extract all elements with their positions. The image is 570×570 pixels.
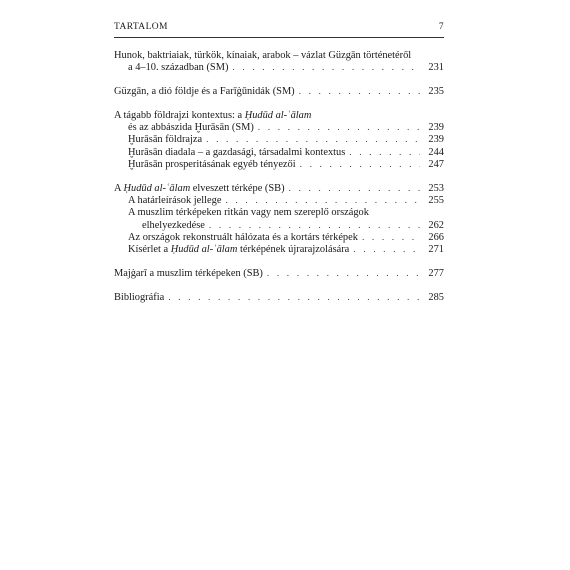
toc-entry-text-cont: és az abbászida Ḫurāsān (SM) (128, 122, 254, 134)
toc-subentry-halozat[interactable] (114, 232, 444, 244)
toc-entry-elveszett-terkep[interactable] (114, 183, 444, 195)
leader-dots (168, 292, 420, 304)
toc-entry-guzgan[interactable] (114, 86, 444, 98)
toc-entry-italic: Ḥudūd al-ʿālam (123, 182, 191, 194)
toc-entry-italic: Ḥudūd al-ʿālam (170, 244, 238, 256)
toc-entry-text: Güzgān, a dió földje és a Farīġūnidák (SM) (114, 86, 295, 98)
toc-entry-text: A tágabb földrajzi kontextus: a (114, 109, 245, 121)
toc-entry-text: A határleírások jellege (128, 195, 222, 207)
toc-entry-text: Kísérlet a (128, 244, 171, 256)
toc-page-number: 285 (428, 291, 444, 303)
toc-page-number: 244 (428, 146, 444, 158)
toc-page-number: 231 (428, 62, 444, 74)
toc-entry-text: Ḫurāsān prosperitásának egyéb tényezői (128, 159, 296, 171)
leader-dots (349, 147, 420, 159)
toc-subentry-foldrajza[interactable] (114, 134, 444, 146)
toc-page-number: 262 (428, 219, 444, 231)
toc-entry-hunok[interactable] (114, 50, 444, 75)
leader-dots (258, 122, 420, 134)
toc-entry-text: A (114, 182, 124, 194)
toc-entry-text: elveszett térképe (SB) (190, 182, 285, 194)
toc-subentry-ujrarajzolas[interactable] (114, 244, 444, 256)
toc-entry-text: Majġarī a muszlim térképeken (SB) (114, 268, 263, 280)
toc-entry-text: Bibliográfia (114, 291, 165, 303)
toc-page-number: 235 (428, 86, 444, 98)
toc-entry-text: térképének újrarajzolására (237, 244, 350, 256)
leader-dots (232, 62, 420, 74)
toc-page-number: 266 (428, 232, 444, 244)
toc-subentry-prosperitas[interactable] (114, 159, 444, 171)
leader-dots (299, 86, 420, 98)
toc-page-number: 277 (428, 268, 444, 280)
header-title: TARTALOM (114, 22, 168, 32)
toc-page-number: 271 (428, 244, 444, 256)
leader-dots (225, 195, 420, 207)
leader-dots (289, 183, 420, 195)
toc-page-number: 253 (428, 182, 444, 194)
leader-dots (300, 159, 420, 171)
header-page-number: 7 (438, 22, 444, 32)
header-rule (114, 37, 444, 38)
toc-entry-text-cont: a 4–10. században (SM) (128, 62, 229, 74)
toc-subentry-orszagok[interactable] (114, 207, 444, 232)
toc-subentry-diadala[interactable] (114, 147, 444, 159)
toc-page (114, 22, 444, 303)
toc-entry-text: Hunok, baktriaiak, türkök, kínaiak, arabok – vázlat Güzgān történetéről (114, 50, 412, 61)
toc-subentry-hatarleirasok[interactable] (114, 195, 444, 207)
table-of-contents (114, 50, 444, 304)
leader-dots (362, 232, 420, 244)
toc-entry-tagabb[interactable] (114, 110, 444, 135)
toc-entry-text: A muszlim térképeken ritkán vagy nem szereplő országok (128, 207, 369, 219)
toc-page-number: 239 (428, 134, 444, 146)
leader-dots (209, 220, 420, 232)
leader-dots (267, 268, 420, 280)
toc-page-number: 255 (428, 195, 444, 207)
running-header (114, 22, 444, 36)
toc-entry-italic: Ḥudūd al-ʿālam (244, 109, 312, 121)
toc-entry-text-cont: elhelyezkedése (142, 219, 205, 231)
leader-dots (206, 134, 420, 146)
toc-page-number: 239 (428, 122, 444, 134)
toc-entry-text: Ḫurāsān földrajza (128, 134, 203, 146)
toc-entry-text: Ḫurāsān diadala – a gazdasági, társadalmi kontextus (128, 146, 346, 158)
toc-page-number: 247 (428, 159, 444, 171)
toc-entry-majgari[interactable] (114, 268, 444, 280)
toc-entry-bibliografia[interactable] (114, 292, 444, 304)
toc-entry-text: Az országok rekonstruált hálózata és a kortárs térképek (128, 232, 358, 244)
leader-dots (353, 244, 420, 256)
